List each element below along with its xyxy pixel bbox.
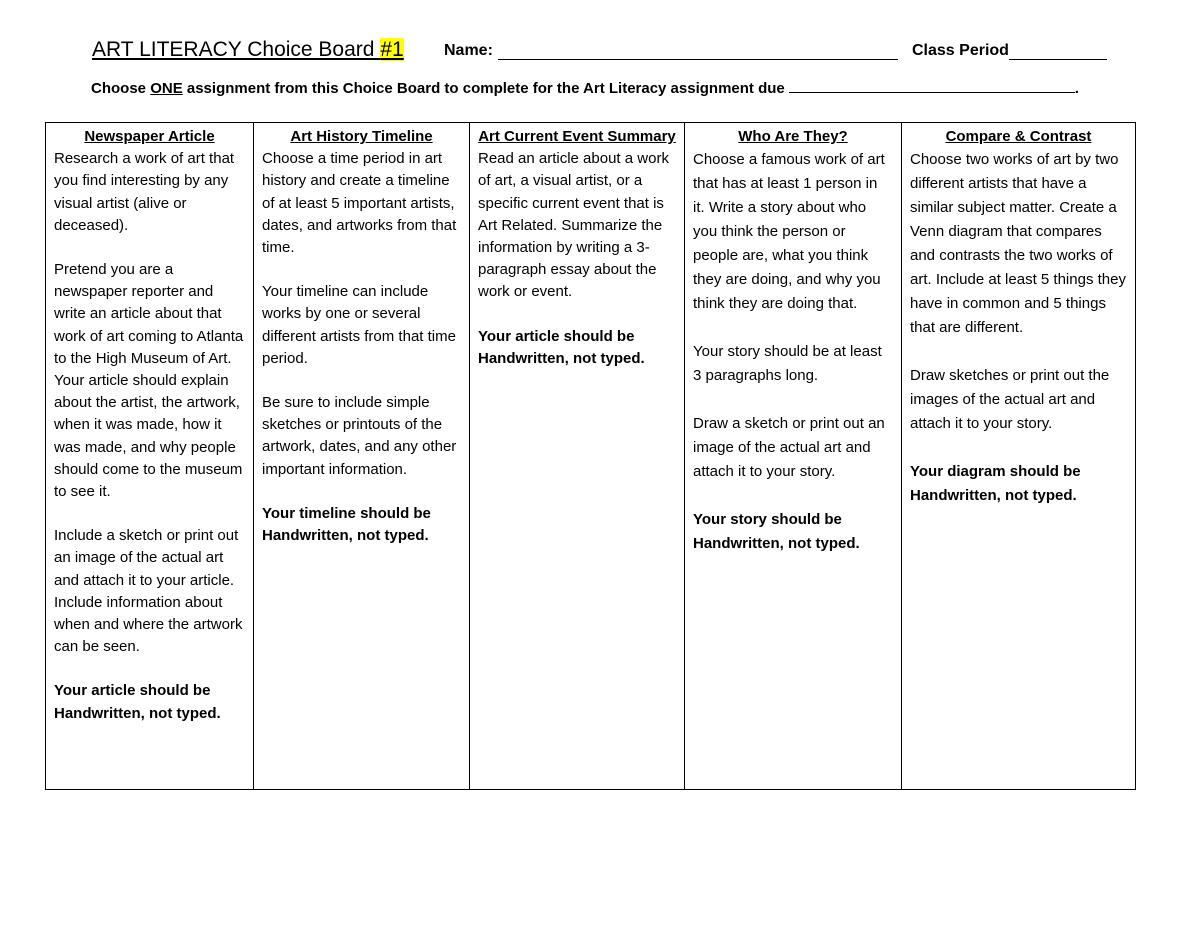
column-body	[693, 148, 893, 556]
handwritten-note: Your timeline should be Handwritten, not typed.	[262, 504, 431, 545]
choice-board-table	[45, 122, 1136, 790]
choice-art-history-timeline	[254, 123, 470, 790]
column-body	[54, 148, 245, 725]
class-period-label: Class Period	[912, 42, 1009, 59]
instruction-line	[91, 80, 1121, 97]
choice-who-are-they	[685, 123, 902, 790]
due-date-blank-line[interactable]	[789, 91, 1075, 93]
instruction-emphasis: ONE	[150, 80, 183, 97]
column-heading: Art Current Event Summary	[478, 128, 676, 145]
class-period-blank-line[interactable]	[1009, 59, 1107, 60]
column-paragraph: Read an article about a work of art, a visual artist, or a specific current event that is Art Related. Summarize the information by writing a 3-paragraph essay about the work or event.	[478, 150, 669, 301]
instruction-prefix: Choose	[91, 80, 151, 97]
choice-art-current-event-summary	[470, 123, 685, 790]
instruction-suffix: assignment from this Choice Board to complete for the Art Literacy assignment due	[182, 80, 785, 97]
handwritten-note: Your story should be Handwritten, not typed.	[693, 511, 860, 553]
choice-board-row	[46, 123, 1136, 790]
name-label: Name:	[444, 42, 493, 59]
column-heading: Who Are They?	[738, 128, 848, 145]
column-paragraph: Choose a time period in art history and create a timeline of at least 5 important artists, dates, and artworks from that time.	[262, 150, 457, 257]
choice-newspaper-article	[46, 123, 254, 790]
column-heading: Newspaper Article	[84, 128, 215, 145]
column-paragraph: Choose a famous work of art that has at least 1 person in it. Write a story about who you think the person or people are, what you think they are doing, and why you think they are doing that.	[693, 151, 885, 313]
handwritten-note: Your diagram should be Handwritten, not typed.	[910, 463, 1081, 505]
column-body	[910, 148, 1127, 508]
name-blank-line[interactable]	[498, 59, 898, 60]
column-heading: Compare & Contrast	[945, 128, 1092, 145]
choice-compare-contrast	[902, 123, 1136, 790]
title-number-highlight: #1	[380, 38, 404, 61]
handwritten-note: Your article should be Handwritten, not typed.	[54, 682, 221, 722]
column-paragraph: Your story should be at least 3 paragraphs long.	[693, 343, 882, 385]
handwritten-note: Your article should be Handwritten, not typed.	[478, 327, 645, 367]
column-paragraph: Include a sketch or print out an image of the actual art and attach it to your article. Include information about when and where the artwork can be seen.	[54, 527, 243, 656]
title-text: ART LITERACY Choice Board	[92, 38, 381, 61]
column-body	[478, 148, 676, 370]
column-body	[262, 148, 461, 547]
column-paragraph: Choose two works of art by two different artists that have a similar subject matter. Create a Venn diagram that compares and contrasts the two works of art. Include at least 5 things they have in common and 5 things that are different.	[910, 151, 1126, 337]
column-paragraph: Pretend you are a newspaper reporter and write an article about that work of art coming to Atlanta to the High Museum of Art. Your article should explain about the artist, the artwork, when it was made, how it was made, and why people should come to the museum to see it.	[54, 261, 244, 501]
page-header	[92, 38, 1122, 68]
column-paragraph: Be sure to include simple sketches or printouts of the artwork, dates, and any other important information.	[262, 394, 457, 478]
instruction-end: .	[1074, 80, 1079, 97]
column-paragraph: Draw a sketch or print out an image of the actual art and attach it to your story.	[693, 415, 885, 481]
column-paragraph: Your timeline can include works by one or several different artists from that time period.	[262, 283, 456, 367]
column-paragraph: Research a work of art that you find interesting by any visual artist (alive or deceased).	[54, 150, 235, 234]
column-heading: Art History Timeline	[290, 128, 433, 145]
column-paragraph: Draw sketches or print out the images of the actual art and attach it to your story.	[910, 367, 1110, 433]
page-title	[92, 38, 404, 62]
